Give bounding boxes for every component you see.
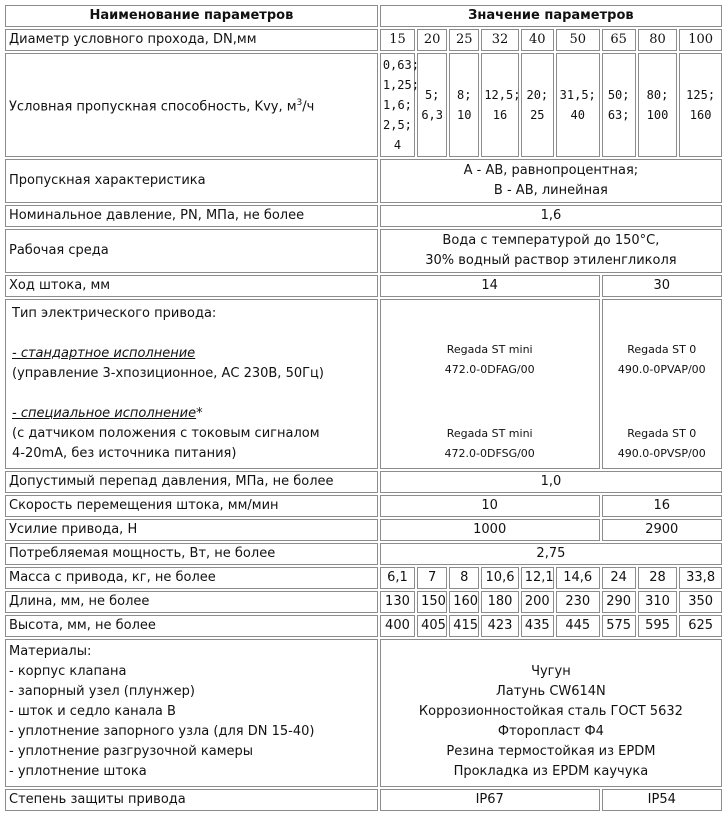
kvy-value-cell: [380, 53, 419, 157]
actuator-special-title: - специальное исполнение: [12, 406, 197, 421]
materials-value: Фторопласт Ф4: [497, 724, 604, 739]
actuator-standard-title: - стандартное исполнение: [12, 346, 196, 361]
actuator-models-b: [602, 299, 722, 469]
force-value-a: 1000: [380, 519, 600, 541]
spacer: [12, 384, 374, 404]
kvy-value: 50; 63;: [607, 88, 630, 122]
materials-label: - уплотнение разгрузочной камеры: [9, 744, 254, 759]
dn-value: 50: [556, 29, 600, 51]
actuator-spc-b-code: 490.0-0PVSP/00: [617, 447, 706, 460]
mass-value: 28: [638, 567, 677, 589]
materials-value: Прокладка из EPDM каучука: [453, 764, 649, 779]
actuator-std-b-name: Regada ST 0: [627, 343, 697, 356]
speed-label: Скорость перемещения штока, мм/мин: [5, 495, 378, 517]
kvy-value-cell: [679, 53, 722, 157]
pn-label: Номинальное давление, PN, МПа, не более: [5, 205, 378, 227]
power-label: Потребляемая мощность, Вт, не более: [5, 543, 378, 565]
length-value: 200: [521, 591, 554, 613]
power-value: 2,75: [380, 543, 722, 565]
actuator-standard-desc: (управление 3-хпозиционное, АС 230В, 50Гц): [12, 366, 324, 381]
force-row: [5, 519, 722, 541]
speed-value-a: 10: [380, 495, 600, 517]
materials-labels: [5, 639, 378, 787]
actuator-spc-b-name: Regada ST 0: [627, 427, 697, 440]
mass-value: 10,6: [481, 567, 518, 589]
power-row: [5, 543, 722, 565]
materials-value: Чугун: [531, 664, 571, 679]
mass-value: 8: [449, 567, 479, 589]
height-value: 575: [602, 615, 636, 637]
actuator-row: [5, 299, 722, 469]
stroke-value-b: 30: [602, 275, 722, 297]
stroke-label: Ход штока, мм: [5, 275, 378, 297]
materials-value: Коррозионностойкая сталь ГОСТ 5632: [418, 704, 683, 719]
dn-value: 32: [481, 29, 518, 51]
materials-row: [5, 639, 722, 787]
height-value: 625: [679, 615, 722, 637]
length-value: 310: [638, 591, 677, 613]
kvy-label: [5, 53, 378, 157]
actuator-spc-a-code: 472.0-0DFSG/00: [444, 447, 535, 460]
header-row: [5, 5, 722, 27]
dn-value: 40: [521, 29, 554, 51]
force-label: Усилие привода, Н: [5, 519, 378, 541]
pn-row: [5, 205, 722, 227]
flow-char-line2: В - АВ, линейная: [493, 183, 608, 198]
kvy-value-cell: [556, 53, 600, 157]
flow-char-line1: А - АВ, равнопроцентная;: [463, 163, 639, 178]
actuator-special-desc1: (с датчиком положения с токовым сигналом: [12, 426, 320, 441]
header-param-value: Значение параметров: [380, 5, 722, 27]
height-label: Высота, мм, не более: [5, 615, 378, 637]
length-row: [5, 591, 722, 613]
actuator-special-title-line: [12, 404, 374, 424]
dn-row: [5, 29, 722, 51]
materials-label: - запорный узел (плунжер): [9, 684, 195, 699]
materials-label: - уплотнение запорного узла (для DN 15-40): [9, 724, 315, 739]
dn-value: 15: [380, 29, 415, 51]
kvy-value-cell: [481, 53, 521, 157]
ip-value-b: IP54: [602, 789, 722, 811]
kvy-value: 31,5; 40: [559, 88, 596, 122]
kvy-value-cell: [602, 53, 636, 157]
stroke-row: [5, 275, 722, 297]
kvy-value: 5; 6,3: [421, 88, 443, 122]
materials-label: Материалы:: [9, 644, 92, 659]
spacer: [12, 324, 374, 344]
kvy-value: 0,63; 1,25; 1,6; 2,5; 4: [382, 58, 419, 152]
height-value: 400: [380, 615, 415, 637]
specifications-table: [3, 3, 724, 813]
height-row: [5, 615, 722, 637]
flow-char-label: Пропускная характеристика: [5, 159, 378, 203]
materials-value: Латунь CW614N: [496, 684, 606, 699]
actuator-std-a-code: 472.0-0DFAG/00: [444, 363, 535, 376]
kvy-value: 80; 100: [646, 88, 669, 122]
kvy-label-unit: /ч: [302, 99, 315, 115]
kvy-value-cell: [417, 53, 447, 157]
actuator-title: Тип электрического привода:: [12, 306, 217, 321]
length-value: 180: [481, 591, 518, 613]
mass-value: 12,1: [521, 567, 554, 589]
height-value: 405: [417, 615, 447, 637]
mass-value: 24: [602, 567, 636, 589]
length-value: 130: [380, 591, 415, 613]
stroke-value-a: 14: [380, 275, 600, 297]
length-value: 230: [556, 591, 600, 613]
dn-value: 25: [449, 29, 479, 51]
actuator-spc-a-name: Regada ST mini: [446, 427, 533, 440]
mass-value: 14,6: [556, 567, 600, 589]
medium-label: Рабочая среда: [5, 229, 378, 273]
header-param-name: Наименование параметров: [5, 5, 378, 27]
dn-value: 100: [679, 29, 722, 51]
actuator-std-b-code: 490.0-0PVAP/00: [617, 363, 706, 376]
medium-value: [380, 229, 722, 273]
actuator-models-a: [380, 299, 600, 469]
kvy-value: 20; 25: [526, 88, 549, 122]
dn-label: Диаметр условного прохода, DN,мм: [5, 29, 378, 51]
height-value: 423: [481, 615, 518, 637]
mass-value: 7: [417, 567, 447, 589]
dp-value: 1,0: [380, 471, 722, 493]
kvy-label-sup: 3: [296, 97, 303, 108]
kvy-value-cell: [638, 53, 677, 157]
kvy-value-cell: [521, 53, 554, 157]
kvy-value: 8; 10: [457, 88, 472, 122]
spacer: [384, 642, 718, 662]
actuator-special-desc2: 4-20mA, без источника питания): [12, 446, 237, 461]
length-value: 290: [602, 591, 636, 613]
height-value: 415: [449, 615, 479, 637]
materials-values: [380, 639, 722, 787]
mass-value: 33,8: [679, 567, 722, 589]
mass-label: Масса с привода, кг, не более: [5, 567, 378, 589]
kvy-row: [5, 53, 722, 157]
ip-row: [5, 789, 722, 811]
actuator-std-a-name: Regada ST mini: [446, 343, 533, 356]
length-value: 350: [679, 591, 722, 613]
dp-label: Допустимый перепад давления, МПа, не более: [5, 471, 378, 493]
dn-value: 20: [417, 29, 447, 51]
height-value: 435: [521, 615, 554, 637]
kvy-value: 125; 160: [686, 88, 716, 122]
speed-value-b: 16: [602, 495, 722, 517]
materials-label: - уплотнение штока: [9, 764, 147, 779]
height-value: 445: [556, 615, 600, 637]
materials-label: - шток и седло канала В: [9, 704, 176, 719]
actuator-special-star: *: [196, 406, 203, 421]
mass-value: 6,1: [380, 567, 415, 589]
medium-line1: Вода с температурой до 150°С,: [442, 233, 660, 248]
length-value: 160: [449, 591, 479, 613]
dp-row: [5, 471, 722, 493]
medium-row: [5, 229, 722, 273]
materials-label: - корпус клапана: [9, 664, 127, 679]
materials-value: Резина термостойкая из EPDM: [446, 744, 656, 759]
kvy-label-text: Условная пропускная способность, Kvy, м: [9, 99, 297, 115]
speed-row: [5, 495, 722, 517]
height-value: 595: [638, 615, 677, 637]
length-label: Длина, мм, не более: [5, 591, 378, 613]
flow-char-value: [380, 159, 722, 203]
pn-value: 1,6: [380, 205, 722, 227]
dn-value: 65: [602, 29, 636, 51]
kvy-value: 12,5; 16: [484, 88, 521, 122]
kvy-value-cell: [449, 53, 479, 157]
flow-char-row: [5, 159, 722, 203]
ip-label: Степень защиты привода: [5, 789, 378, 811]
dn-value: 80: [638, 29, 677, 51]
actuator-label: [5, 299, 378, 469]
mass-row: [5, 567, 722, 589]
ip-value-a: IP67: [380, 789, 600, 811]
force-value-b: 2900: [602, 519, 722, 541]
length-value: 150: [417, 591, 447, 613]
medium-line2: 30% водный раствор этиленгликоля: [425, 253, 677, 268]
